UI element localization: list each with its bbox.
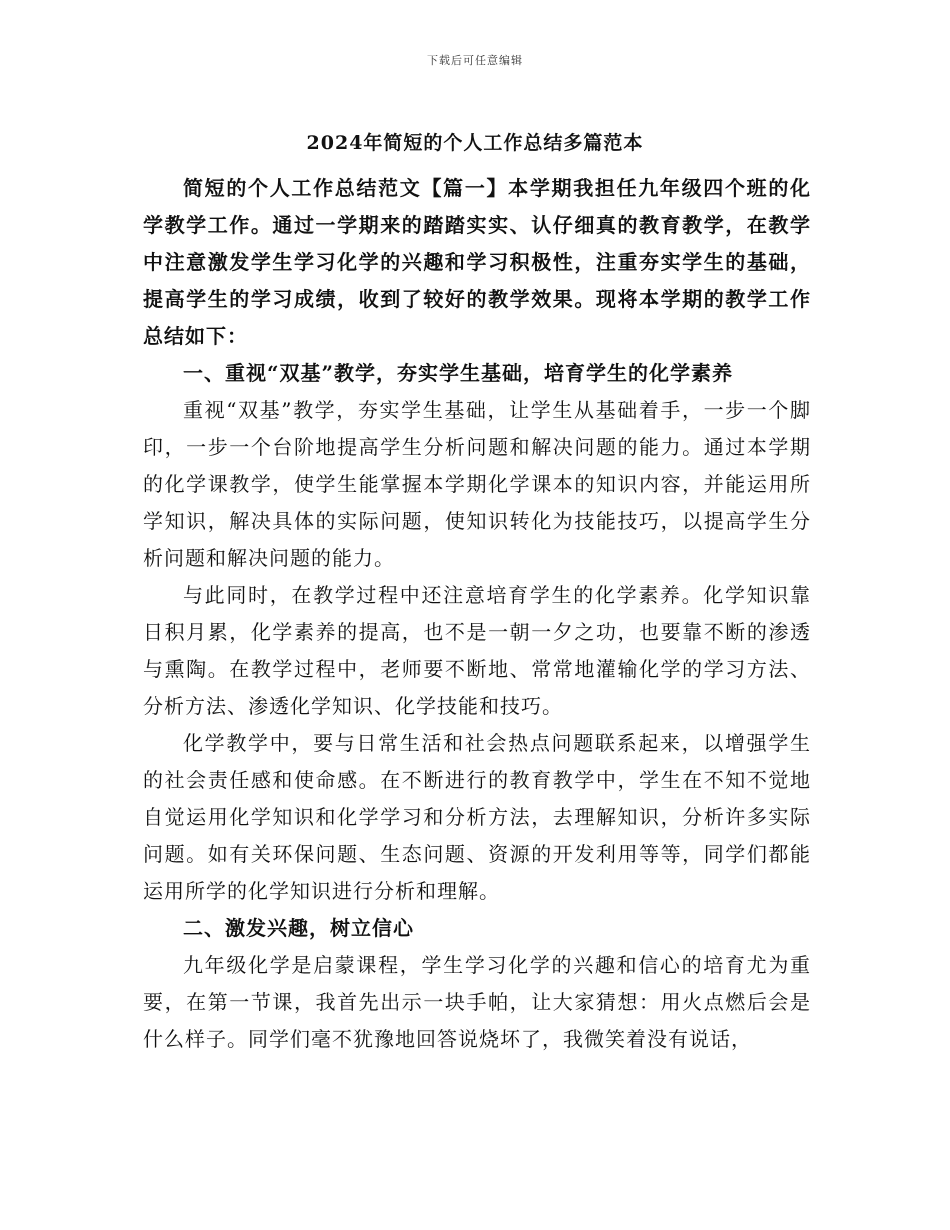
page-header-note: 下载后可任意编辑	[427, 54, 523, 67]
intro-paragraph: 简短的个人工作总结范文【篇一】本学期我担任九年级四个班的化学教学工作。通过一学期来的踏踏实实、认仔细真的教育教学，在教学中注意激发学生学习化学的兴趣和学习积极性，注重夯实学生的基础，提高学生的学习成绩，收到了较好的教学效果。现将本学期的教学工作总结如下：	[143, 176, 811, 348]
section-1-paragraph-2: 与此同时，在教学过程中还注意培育学生的化学素养。化学知识靠日积月累，化学素养的提高，也不是一朝一夕之功，也要靠不断的渗透与熏陶。在教学过程中，老师要不断地、常常地灌输化学的学习方法、分析方法、渗透化学知识、化学技能和技巧。	[143, 583, 811, 718]
section-1-paragraph-1: 重视“双基”教学，夯实学生基础，让学生从基础着手，一步一个脚印，一步一个台阶地提高学生分析问题和解决问题的能力。通过本学期的化学课教学，使学生能掌握本学期化学课本的知识内容，并能运用所学知识，解决具体的实际问题，使知识转化为技能技巧，以提高学生分析问题和解决问题的能力。	[143, 398, 811, 570]
document-body	[143, 170, 811, 1058]
section-1-paragraph-3: 化学教学中，要与日常生活和社会热点问题联系起来，以增强学生的社会责任感和使命感。在不断进行的教育教学中，学生在不知不觉地自觉运用化学知识和化学学习和分析方法，去理解知识，分析许多实际问题。如有关环保问题、生态问题、资源的开发利用等等，同学们都能运用所学的化学知识进行分析和理解。	[143, 731, 811, 903]
section-2-paragraph-1: 九年级化学是启蒙课程，学生学习化学的兴趣和信心的培育尤为重要，在第一节课，我首先出示一块手帕，让大家猜想：用火点燃后会是什么样子。同学们毫不犹豫地回答说烧坏了，我微笑着没有说话，	[143, 953, 811, 1051]
section-1-heading: 一、重视“双基”教学，夯实学生基础，培育学生的化学素养	[183, 361, 734, 385]
document-title: 2024年简短的个人工作总结多篇范本	[306, 132, 644, 154]
section-2-heading: 二、激发兴趣，树立信心	[183, 916, 414, 940]
